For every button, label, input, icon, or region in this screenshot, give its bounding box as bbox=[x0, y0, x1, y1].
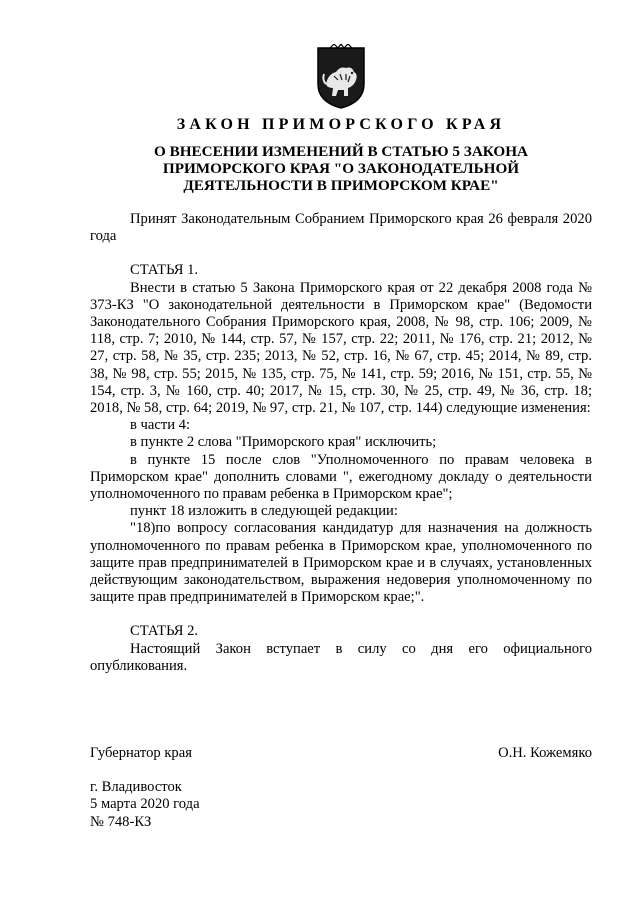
footer-number: № 748-КЗ bbox=[90, 813, 152, 830]
adoption-note: Принят Законодательным Собранием Приморского края 26 февраля 2020 года bbox=[90, 211, 592, 245]
signatory-position: Губернатор края bbox=[90, 745, 192, 762]
article2-heading: СТАТЬЯ 2. bbox=[130, 623, 199, 640]
document-page bbox=[90, 0, 592, 905]
footer-city: г. Владивосток bbox=[90, 779, 182, 796]
article1-item18-text: "18)по вопросу согласования кандидатур для назначения на должность уполномоченного по правам ребенка в Приморском крае, уполномоченного по защите прав предпринимателей в Приморском крае и в случаях, установленных действующим законодательством, выражения недоверия уполномоченному по защите прав предпринимателей в Приморском крае;". bbox=[90, 520, 592, 606]
subtitle-line: ДЕЯТЕЛЬНОСТИ В ПРИМОРСКОМ КРАЕ" bbox=[183, 177, 499, 194]
footer-date: 5 марта 2020 года bbox=[90, 796, 200, 813]
article1-heading: СТАТЬЯ 1. bbox=[130, 262, 199, 279]
article1-item2: в пункте 2 слова "Приморского края" исключить; bbox=[130, 434, 437, 451]
subtitle-line: О ВНЕСЕНИИ ИЗМЕНЕНИЙ В СТАТЬЮ 5 ЗАКОНА bbox=[153, 143, 529, 160]
subtitle-line: ПРИМОРСКОГО КРАЯ "О ЗАКОНОДАТЕЛЬНОЙ bbox=[162, 160, 520, 177]
law-body bbox=[90, 211, 592, 831]
coat-of-arms-icon bbox=[314, 44, 368, 110]
article1-intro: Внести в статью 5 Закона Приморского края от 22 декабря 2008 года № 373-КЗ "О законодательной деятельности в Приморском крае" (Ведомости Законодательного Собрания Приморского края, 2008, № 98, стр. 106; 2009, № 118, стр. 7; 2010, № 144, стр. 57, № 157, стр. 22; 2011, № 176, стр. 21; 2012, № 27, стр. 58, № 35, стр. 235; 2013, № 52, стр. 16, № 67, стр. 45; 2014, № 89, стр. 38, № 98, стр. 55; 2015, № 135, стр. 75, № 141, стр. 59; 2016, № 151, стр. 55, № 154, стр. 3, № 160, стр. 40; 2017, № 15, стр. 30, № 25, стр. 49, № 36, стр. 18; 2018, № 58, стр. 64; 2019, № 97, стр. 21, № 107, стр. 144) следующие изменения: bbox=[90, 279, 592, 417]
law-subtitle bbox=[90, 143, 592, 194]
signature-block bbox=[90, 745, 592, 762]
article2-text: Настоящий Закон вступает в силу со дня его официального опубликования. bbox=[90, 640, 592, 674]
article1-item18-intro: пункт 18 изложить в следующей редакции: bbox=[130, 503, 398, 520]
law-title: ЗАКОН ПРИМОРСКОГО КРАЯ bbox=[176, 116, 506, 133]
article1-part4: в части 4: bbox=[130, 417, 191, 434]
signatory-name: О.Н. Кожемяко bbox=[498, 745, 592, 762]
article1-item15: в пункте 15 после слов "Уполномоченного по правам человека в Приморском крае" дополнить словами ", ежегодному докладу о деятельности уполномоченного по правам ребенка в Приморском крае"; bbox=[90, 451, 592, 503]
